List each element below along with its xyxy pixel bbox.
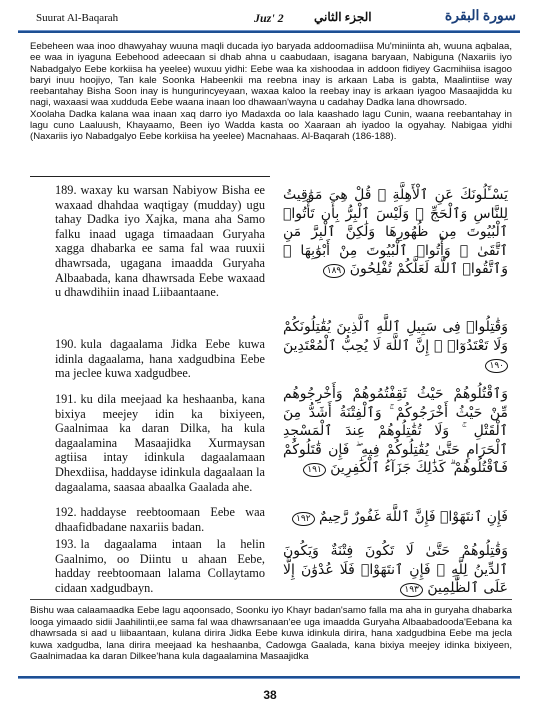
arabic-verse	[283, 318, 508, 374]
ayah-marker: ١٨٩	[323, 264, 346, 278]
verse-text: haddayse reebtoomaan Eebe waa dhaafidbadane naxariis badan.	[55, 505, 265, 534]
juz-label: Juz' 2	[254, 11, 284, 25]
footnote-divider	[30, 599, 512, 600]
verse-translation	[55, 537, 265, 595]
arabic-verse	[283, 542, 508, 598]
ayah-marker: ١٩٠	[485, 359, 508, 373]
arabic-verse	[283, 186, 508, 279]
ayah-marker: ١٩٢	[292, 512, 315, 526]
footnote: Bishu waa calaamaadka Eebe lagu aqoonsado, Soonku iyo Khayr badan'samo falla ma aha in guryaha dhabarka looga yimaado sidii Jaahilintii,ee sama fal waa dhawrsanaan'ee uga imaadda Guryaha Albaabadooda'Eebana ka dhawrsada si aad u liibaantaan, kulana dirira Jidka Eebe kuwa idinkula dirira, hana xadgudbina Eebe ma jecla kuwa xadgudba, lana dirira meejaad ka heshaanba, Cadowga Gaalada, kana bixiya meejey idinka bixiyeen, Gaalnimadaa ka daran Dilkee'hana kula dagaalamina Masaajidka	[30, 605, 512, 663]
page-number: 38	[263, 688, 277, 702]
verse-number: 189.	[55, 183, 77, 197]
verse-text: la dagaalama intaan la helin Gaalnimo, oo Diintu u ahaan Eebe, hadday reebtoomaan lalama Collaytamo cidaan xadgudbayn.	[55, 537, 265, 595]
surah-title-latin: Suurat Al-Baqarah	[36, 12, 119, 24]
footer-rule	[18, 676, 520, 679]
ayah-marker: ١٩١	[303, 463, 326, 477]
juz-label-arabic: الجزء الثاني	[314, 10, 372, 24]
arabic-verse-text: وَقَٰتِلُوهُمْ حَتَّىٰ لَا تَكُونَ فِتْنَةٌ وَيَكُونَ ٱلدِّينُ لِلَّهِ ۖ فَإِنِ ٱنتَهَوْا۟ فَلَا عُدْوَٰنَ إِلَّا عَلَى ٱلظَّٰلِمِينَ	[283, 543, 508, 597]
verse-translation	[55, 392, 265, 494]
verse-text: waxay ku warsan Nabiyow Bisha ee waxaad dhahdaa waqtigay (mudday) ugu tahay Dadka iyo Xajka, mana aha Samo falku inaad ugaga timaadaan Guryaha xagga dhabarka ee sama fal waa ruuxii dhawrsada, ugagana imaadda Guryaha Albaabada, kana dhawrsada Eebe waxaad u dhawdihiin inaad Liibaantaane.	[55, 183, 265, 300]
verse-number: 193.	[55, 537, 77, 551]
surah-title-arabic: سورة البقرة	[444, 9, 516, 24]
arabic-verse-text: فَإِنِ ٱنتَهَوْا۟ فَإِنَّ ٱللَّهَ غَفُورٌ رَّحِيمٌ	[319, 509, 508, 525]
arabic-verse-text: وَقَٰتِلُوا۟ فِى سَبِيلِ ٱللَّهِ ٱلَّذِينَ يُقَٰتِلُونَكُمْ وَلَا تَعْتَدُوٓا۟ ۚ إِنَّ ٱللَّهَ لَا يُحِبُّ ٱلْمُعْتَدِينَ	[283, 319, 508, 354]
arabic-verse-text: وَٱقْتُلُوهُمْ حَيْثُ ثَقِفْتُمُوهُمْ وَأَخْرِجُوهُم مِّنْ حَيْثُ أَخْرَجُوكُمْ ۚ وَٱلْفِتْنَةُ أَشَدُّ مِنَ ٱلْقَتْلِ ۚ وَلَا تُقَٰتِلُوهُمْ عِندَ ٱلْمَسْجِدِ ٱلْحَرَامِ حَتَّىٰ يُقَٰتِلُوكُمْ فِيهِ ۖ فَإِن قَٰتَلُوكُمْ فَٱقْتُلُوهُمْ ۗ كَذَٰلِكَ جَزَآءُ ٱلْكَٰفِرِينَ	[283, 386, 508, 477]
intro-paragraph: Eebeheen waa inoo dhawyahay wuuna maqli ducada iyo baryada addoomadiisa Mu'miniinta ah, wuuna aqbalaa, ee waa in iyaguna Eebehood adeecaan si dhab ahna u caabudaan, isagana baryaan, Nabiguna (Naxariis iyo Nabadgalyo Eebe korkiisa ha yeelee) wuxuu yidhi: Eebe waa ka xishoodaa in addoon fidiyey Gacmihiisa isagoo baryi inuu hoojiyo, Tan kale Soonka Habeenkii ma reebna inay is arkaan Laba is gabta, Maalintiise way reebantahay Bisha Soon inay is hungurincyeyaan, waxaa kaloo la reebay inay is arkaan iyagoo Masaajidda ku nagi, waxaasi waa xudduda Eebe waana inaan loo dhawaan'wayna u cadahay Dadka lana dhowrsado.	[30, 41, 512, 109]
page-header	[10, 8, 530, 30]
arabic-verse	[283, 385, 508, 478]
intro-paragraph: Xoolaha Dadka kalana waa inaan xaq darro iyo Madaxda oo lala kaashado lagu Cunin, waana reebantahay in lagu cuno Laaluush, Khayaamo, Been iyo Wadda kasta oo Xaaraan ah iyadoo la ogyahay. Nabigaa yidhi (Naxariis iyo Nabadgalyo Eebe korkiisa ha yeelee) Macnahaas. Al-Baqarah (186-188).	[30, 108, 512, 143]
verse-number: 190.	[55, 337, 77, 351]
verse-translation	[55, 337, 265, 381]
verse-translation	[55, 183, 265, 300]
ayah-marker: ١٩٣	[400, 583, 423, 597]
section-divider	[30, 176, 270, 177]
verse-translation	[55, 505, 265, 534]
intro-commentary	[30, 41, 512, 143]
verse-number: 191.	[55, 392, 77, 406]
verse-text: ku dila meejaad ka heshaanba, kana bixiya meejey idin ka bixiyeen, Gaalnimaa ka daran Dilka, ha kula dagaalamina Masaajidka Xurmaysan agtiisa intay idinkula dagaalamaan Dhexdiisa, haddayse idinkula dagaalaan la dagaalama, saasaa abaalka Gaalada ahe.	[55, 392, 265, 494]
verse-number: 192.	[55, 505, 77, 519]
arabic-verse	[283, 508, 508, 527]
verse-text: kula dagaalama Jidka Eebe kuwa idinla dagaalama, hana xadgudbina Eebe ma jeclee kuwa xadgudbee.	[55, 337, 265, 381]
header-rule	[18, 30, 520, 33]
arabic-verse-text: يَسْـَٔلُونَكَ عَنِ ٱلْأَهِلَّةِ ۖ قُلْ هِىَ مَوَٰقِيتُ لِلنَّاسِ وَٱلْحَجِّ ۗ وَلَيْسَ ٱلْبِرُّ بِأَن تَأْتُوا۟ ٱلْبُيُوتَ مِن ظُهُورِهَا وَلَٰكِنَّ ٱلْبِرَّ مَنِ ٱتَّقَىٰ ۗ وَأْتُوا۟ ٱلْبُيُوتَ مِنْ أَبْوَٰبِهَا ۚ وَٱتَّقُوا۟ ٱللَّهَ لَعَلَّكُمْ تُفْلِحُونَ	[283, 187, 508, 278]
